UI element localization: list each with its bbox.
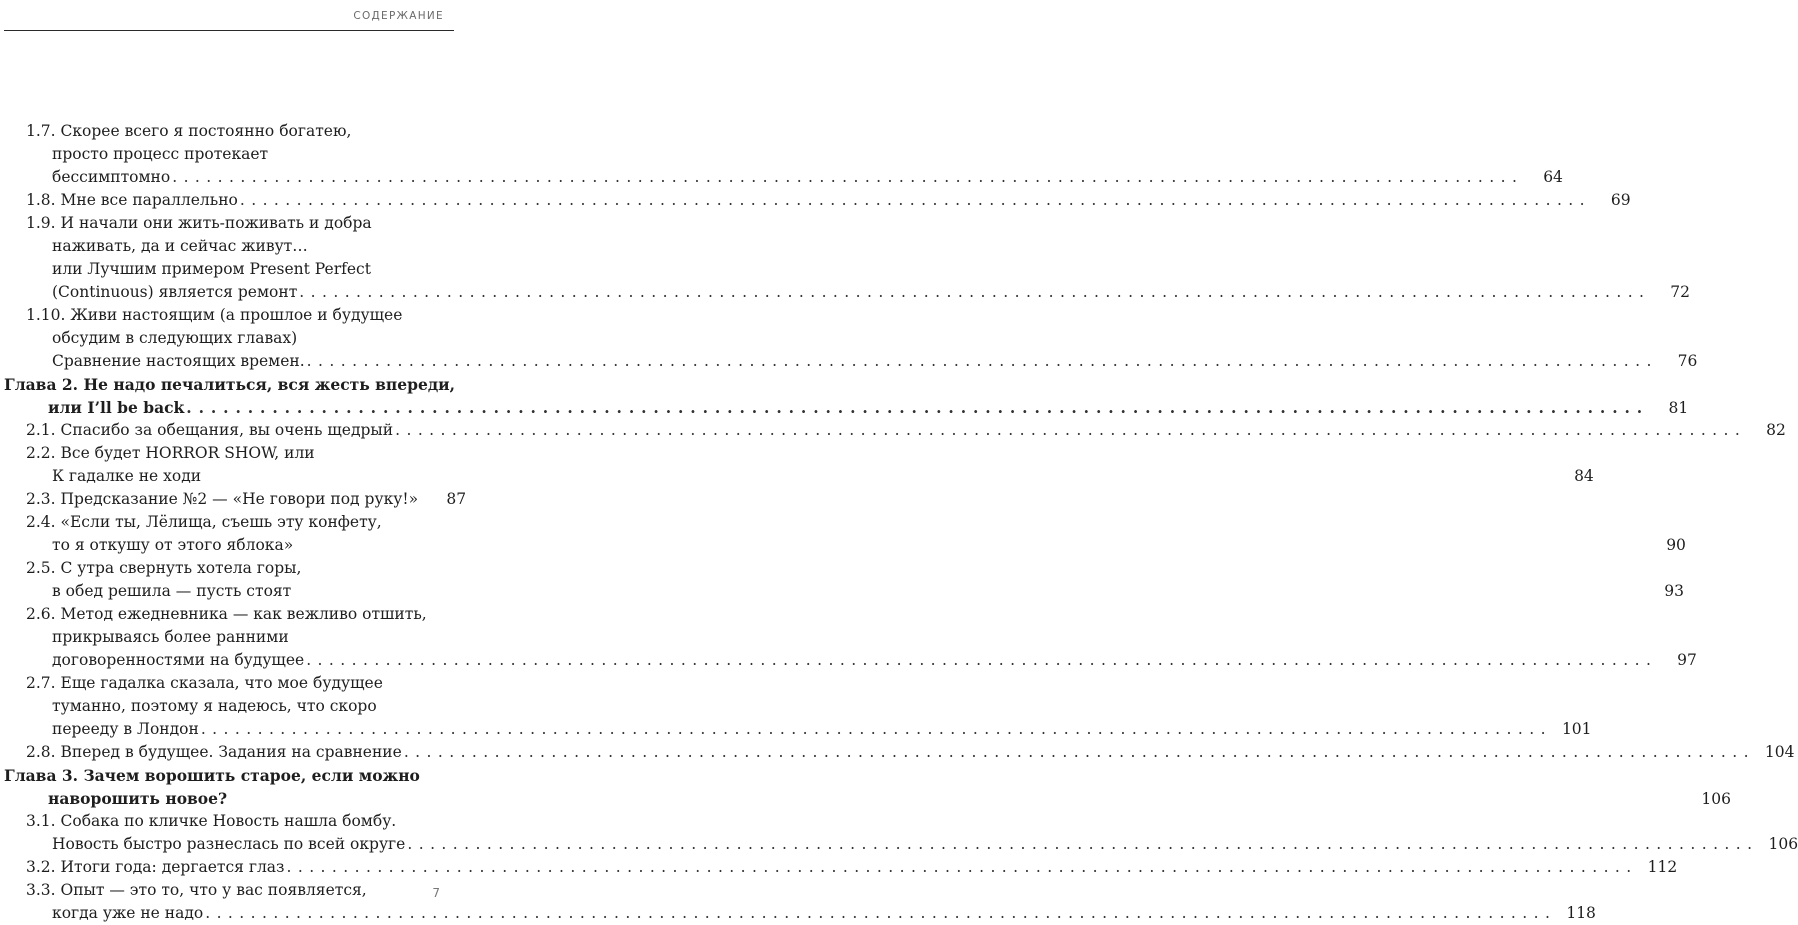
toc-entry-last-line [0,465,1594,488]
toc-entry-title-line: или Лучшим примером Present Perfect [52,260,371,278]
toc-page-number: 72 [1670,283,1690,301]
dot-leader [404,741,1749,764]
toc-entry-title-line: 3.2. Итоги года: дергается глаз [26,858,285,876]
toc-entry-title-line: наворошить новое? [48,789,228,808]
header-rule [4,30,454,31]
toc-section-entry[interactable] [0,212,1690,304]
toc-entry-title-line: наживать, да и сейчас живут… [52,237,308,255]
toc-entry-last-line [0,856,1678,879]
toc-section-entry[interactable] [0,304,1698,373]
toc-page-number: 84 [1574,467,1594,485]
toc-entry-title-line: К гадалке не ходи [52,467,202,485]
page-number: 7 [432,886,440,900]
toc-entry-title-line: когда уже не надо [52,904,204,922]
dot-leader [186,396,1642,419]
toc-section-entry[interactable] [0,672,1592,741]
toc-section-entry[interactable] [0,189,1631,212]
toc-entry-last-line [0,488,467,511]
toc-entry-last-line [0,534,1686,557]
toc-entry-last-line [0,419,1786,442]
toc-entry-last-line [0,718,1592,741]
toc-section-entry[interactable] [0,442,1594,488]
running-header: СОДЕРЖАНИЕ [353,10,444,22]
dot-leader [395,419,1740,442]
toc-entry-last-line [0,833,1798,856]
toc-entry-last-line [0,787,1732,810]
toc-page-number: 93 [1664,582,1684,600]
toc-entry-title-line: 3.1. Собака по кличке Новость нашла бомбу. [26,812,397,830]
toc-list [0,120,1798,925]
dot-leader [205,902,1550,925]
toc-entry-title-line: 2.1. Спасибо за обещания, вы очень щедрый [26,421,394,439]
toc-chapter-entry[interactable] [0,373,1689,419]
toc-section-entry[interactable] [0,557,1684,603]
toc-section-entry[interactable] [0,488,467,511]
toc-section-entry[interactable] [0,603,1697,672]
toc-section-entry[interactable] [0,120,1563,189]
toc-entry-title-line: 2.4. «Если ты, Лёлища, съешь эту конфету, [26,513,382,531]
toc-page-number: 64 [1543,168,1563,186]
toc-page-number: 81 [1668,399,1689,417]
toc-entry-title-line: или I’ll be back [48,398,185,417]
toc-entry-title-line: туманно, поэтому я надеюсь, что скоро [52,697,377,715]
toc-page-number: 104 [1764,743,1795,761]
toc-entry-title-line: 2.3. Предсказание №2 — «Не говори под руку!» [26,490,419,508]
toc-entry-title-line: прикрываясь более ранними [52,628,289,646]
toc-page-number: 69 [1610,191,1631,209]
toc-section-entry[interactable] [0,879,1596,925]
toc-entry-title-line: Сравнение настоящих времен. [52,352,305,370]
toc-entry-last-line [0,281,1690,304]
toc-entry-last-line [0,649,1697,672]
toc-entry-title-line: 2.2. Все будет HORROR SHOW, или [26,444,315,462]
toc-section-entry[interactable] [0,810,1798,856]
dot-leader [306,649,1651,672]
toc-entry-title-line: 2.7. Еще гадалка сказала, что мое будущее [26,674,383,692]
toc-entry-title-line: (Continuous) является ремонт [52,283,298,301]
toc-page-number: 76 [1677,352,1698,370]
toc-section-entry[interactable] [0,741,1795,764]
toc-entry-title-line: 3.3. Опыт — это то, что у вас появляется, [26,881,367,899]
toc-entry-title-line: Глава 3. Зачем ворошить старое, если можно [4,766,420,785]
toc-entry-title-line: просто процесс протекает [52,145,269,163]
toc-entry-last-line [0,189,1631,212]
toc-entry-last-line [0,350,1698,373]
dot-leader [172,166,1517,189]
toc-entry-last-line [0,580,1684,603]
toc-page-number: 87 [446,490,467,508]
toc-entry-title-line: Глава 2. Не надо печалиться, вся жесть впереди, [4,375,456,394]
toc-entry-title-line: Новость быстро разнеслась по всей округе [52,835,406,853]
toc-entry-title-line: 2.6. Метод ежедневника — как вежливо отшить, [26,605,427,623]
toc-page-number: 106 [1701,790,1732,808]
toc-entry-title-line: 1.10. Живи настоящим (а прошлое и будущее [26,306,403,324]
toc-chapter-entry[interactable] [0,764,1732,810]
toc-entry-last-line [0,396,1689,419]
toc-page-number: 106 [1768,835,1798,853]
dot-leader [307,350,1652,373]
dot-leader [407,833,1752,856]
toc-section-entry[interactable] [0,511,1686,557]
toc-page-number: 97 [1677,651,1697,669]
toc-entry-last-line [0,741,1795,764]
toc-entry-title-line: обсудим в следующих главах) [52,329,298,347]
toc-entry-title-line: 2.8. Вперед в будущее. Задания на сравнение [26,743,402,761]
toc-page-number: 118 [1566,904,1596,922]
toc-page-number: 112 [1647,858,1678,876]
toc-entry-title-line: 1.7. Скорее всего я постоянно богатею, [26,122,352,140]
toc-entry-title-line: 1.8. Мне все параллельно [26,191,238,209]
toc-entry-last-line [0,902,1596,925]
toc-entry-title-line: бессимптомно [52,168,171,186]
dot-leader [299,281,1644,304]
toc-entry-title-line: 2.5. С утра свернуть хотела горы, [26,559,302,577]
dot-leader [240,189,1585,212]
dot-leader [287,856,1632,879]
dot-leader [201,718,1546,741]
toc-page-number: 101 [1561,720,1592,738]
toc-section-entry[interactable] [0,419,1786,442]
toc-entry-last-line [0,166,1563,189]
toc-entry-title-line: то я откушу от этого яблока» [52,536,294,554]
toc-page-number: 82 [1766,421,1786,439]
toc-page-number: 90 [1666,536,1686,554]
toc-entry-title-line: в обед решила — пусть стоят [52,582,292,600]
toc-entry-title-line: 1.9. И начали они жить-поживать и добра [26,214,372,232]
toc-entry-title-line: перееду в Лондон [52,720,199,738]
toc-entry-title-line: договоренностями на будущее [52,651,305,669]
toc-section-entry[interactable] [0,856,1678,879]
